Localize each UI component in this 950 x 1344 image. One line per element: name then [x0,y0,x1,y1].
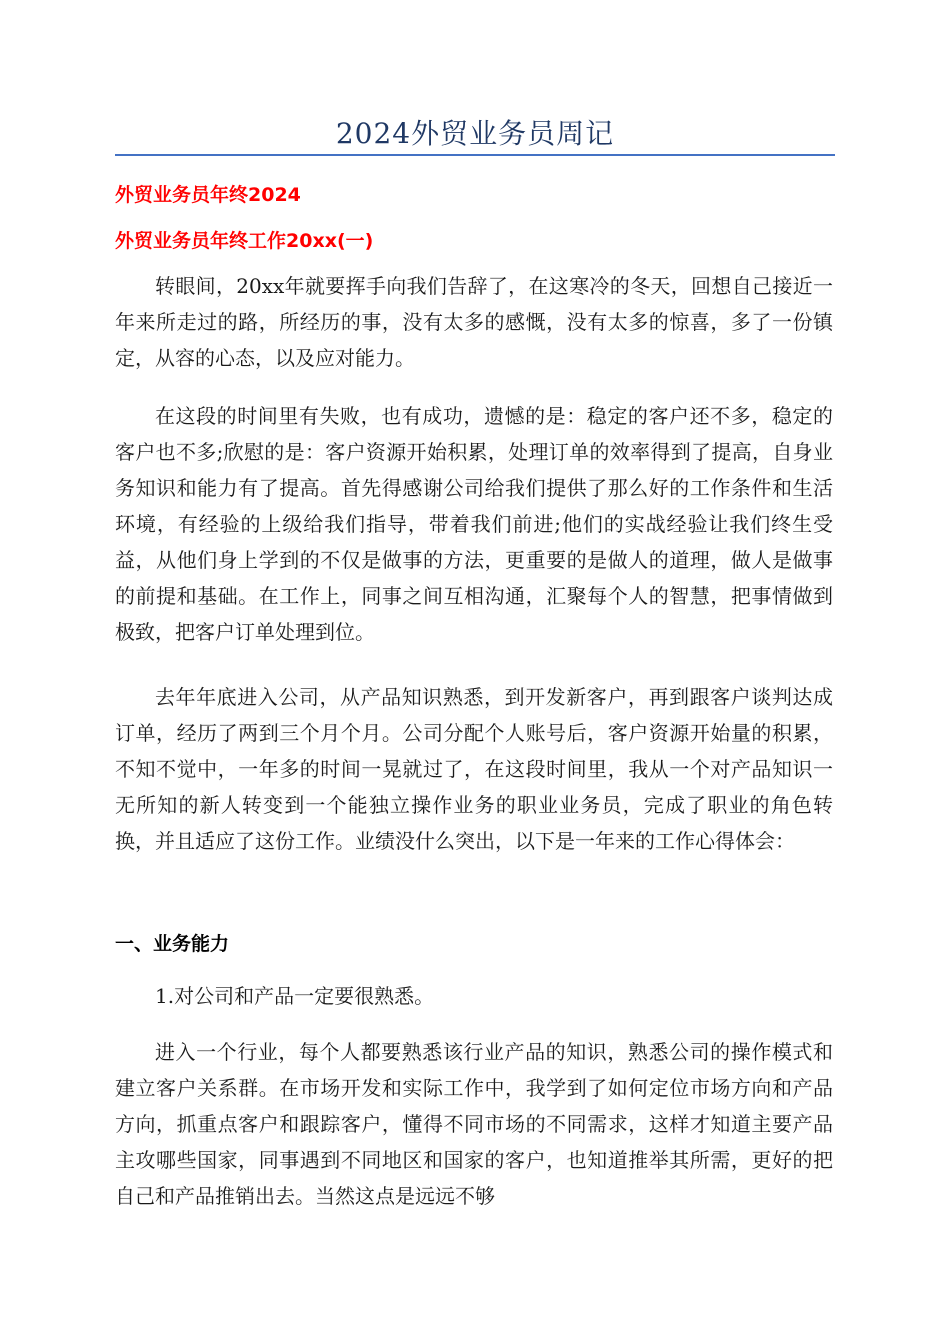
section-heading-business-ability: 一、业务能力 [115,933,230,955]
document-title: 2024外贸业务员周记 [335,117,615,150]
paragraph-3: 去年年底进入公司，从产品知识熟悉，到开发新客户，再到跟客户谈判达成订单，经历了两到三个月个月。公司分配个人账号后，客户资源开始量的积累，不知不觉中，一年多的时间一晃就过了，在这段时间里，我从一个对产品知识一无所知的新人转变到一个能独立操作业务的职业业务员，完成了职业的角色转换，并且适应了这份工作。业绩没什么突出，以下是一年来的工作心得体会： [115,685,833,853]
sub-heading: 外贸业务员年终工作20xx(一) [115,230,374,252]
main-heading: 外贸业务员年终2024 [115,184,301,206]
list-item-1: 1.对公司和产品一定要很熟悉。 [155,984,435,1008]
paragraph-2: 在这段的时间里有失败，也有成功，遗憾的是：稳定的客户还不多，稳定的客户也不多;欣慰的是：客户资源开始积累，处理订单的效率得到了提高，自身业务知识和能力有了提高。首先得感谢公司给我们提供了那么好的工作条件和生活环境，有经验的上级给我们指导，带着我们前进;他们的实战经验让我们终生受益，从他们身上学到的不仅是做事的方法，更重要的是做人的道理，做人是做事的前提和基础。在工作上，同事之间互相沟通，汇聚每个人的智慧，把事情做到极致，把客户订单处理到位。 [115,404,833,644]
title-underline [115,154,835,156]
paragraph-4: 进入一个行业，每个人都要熟悉该行业产品的知识，熟悉公司的操作模式和建立客户关系群。在市场开发和实际工作中，我学到了如何定位市场方向和产品方向，抓重点客户和跟踪客户，懂得不同市场的不同需求，这样才知道主要产品主攻哪些国家，同事遇到不同地区和国家的客户，也知道推举其所需，更好的把自己和产品推销出去。当然这点是远远不够 [115,1040,833,1208]
paragraph-1: 转眼间，20xx年就要挥手向我们告辞了，在这寒冷的冬天，回想自己接近一年来所走过的路，所经历的事，没有太多的感慨，没有太多的惊喜，多了一份镇定，从容的心态，以及应对能力。 [115,274,833,370]
